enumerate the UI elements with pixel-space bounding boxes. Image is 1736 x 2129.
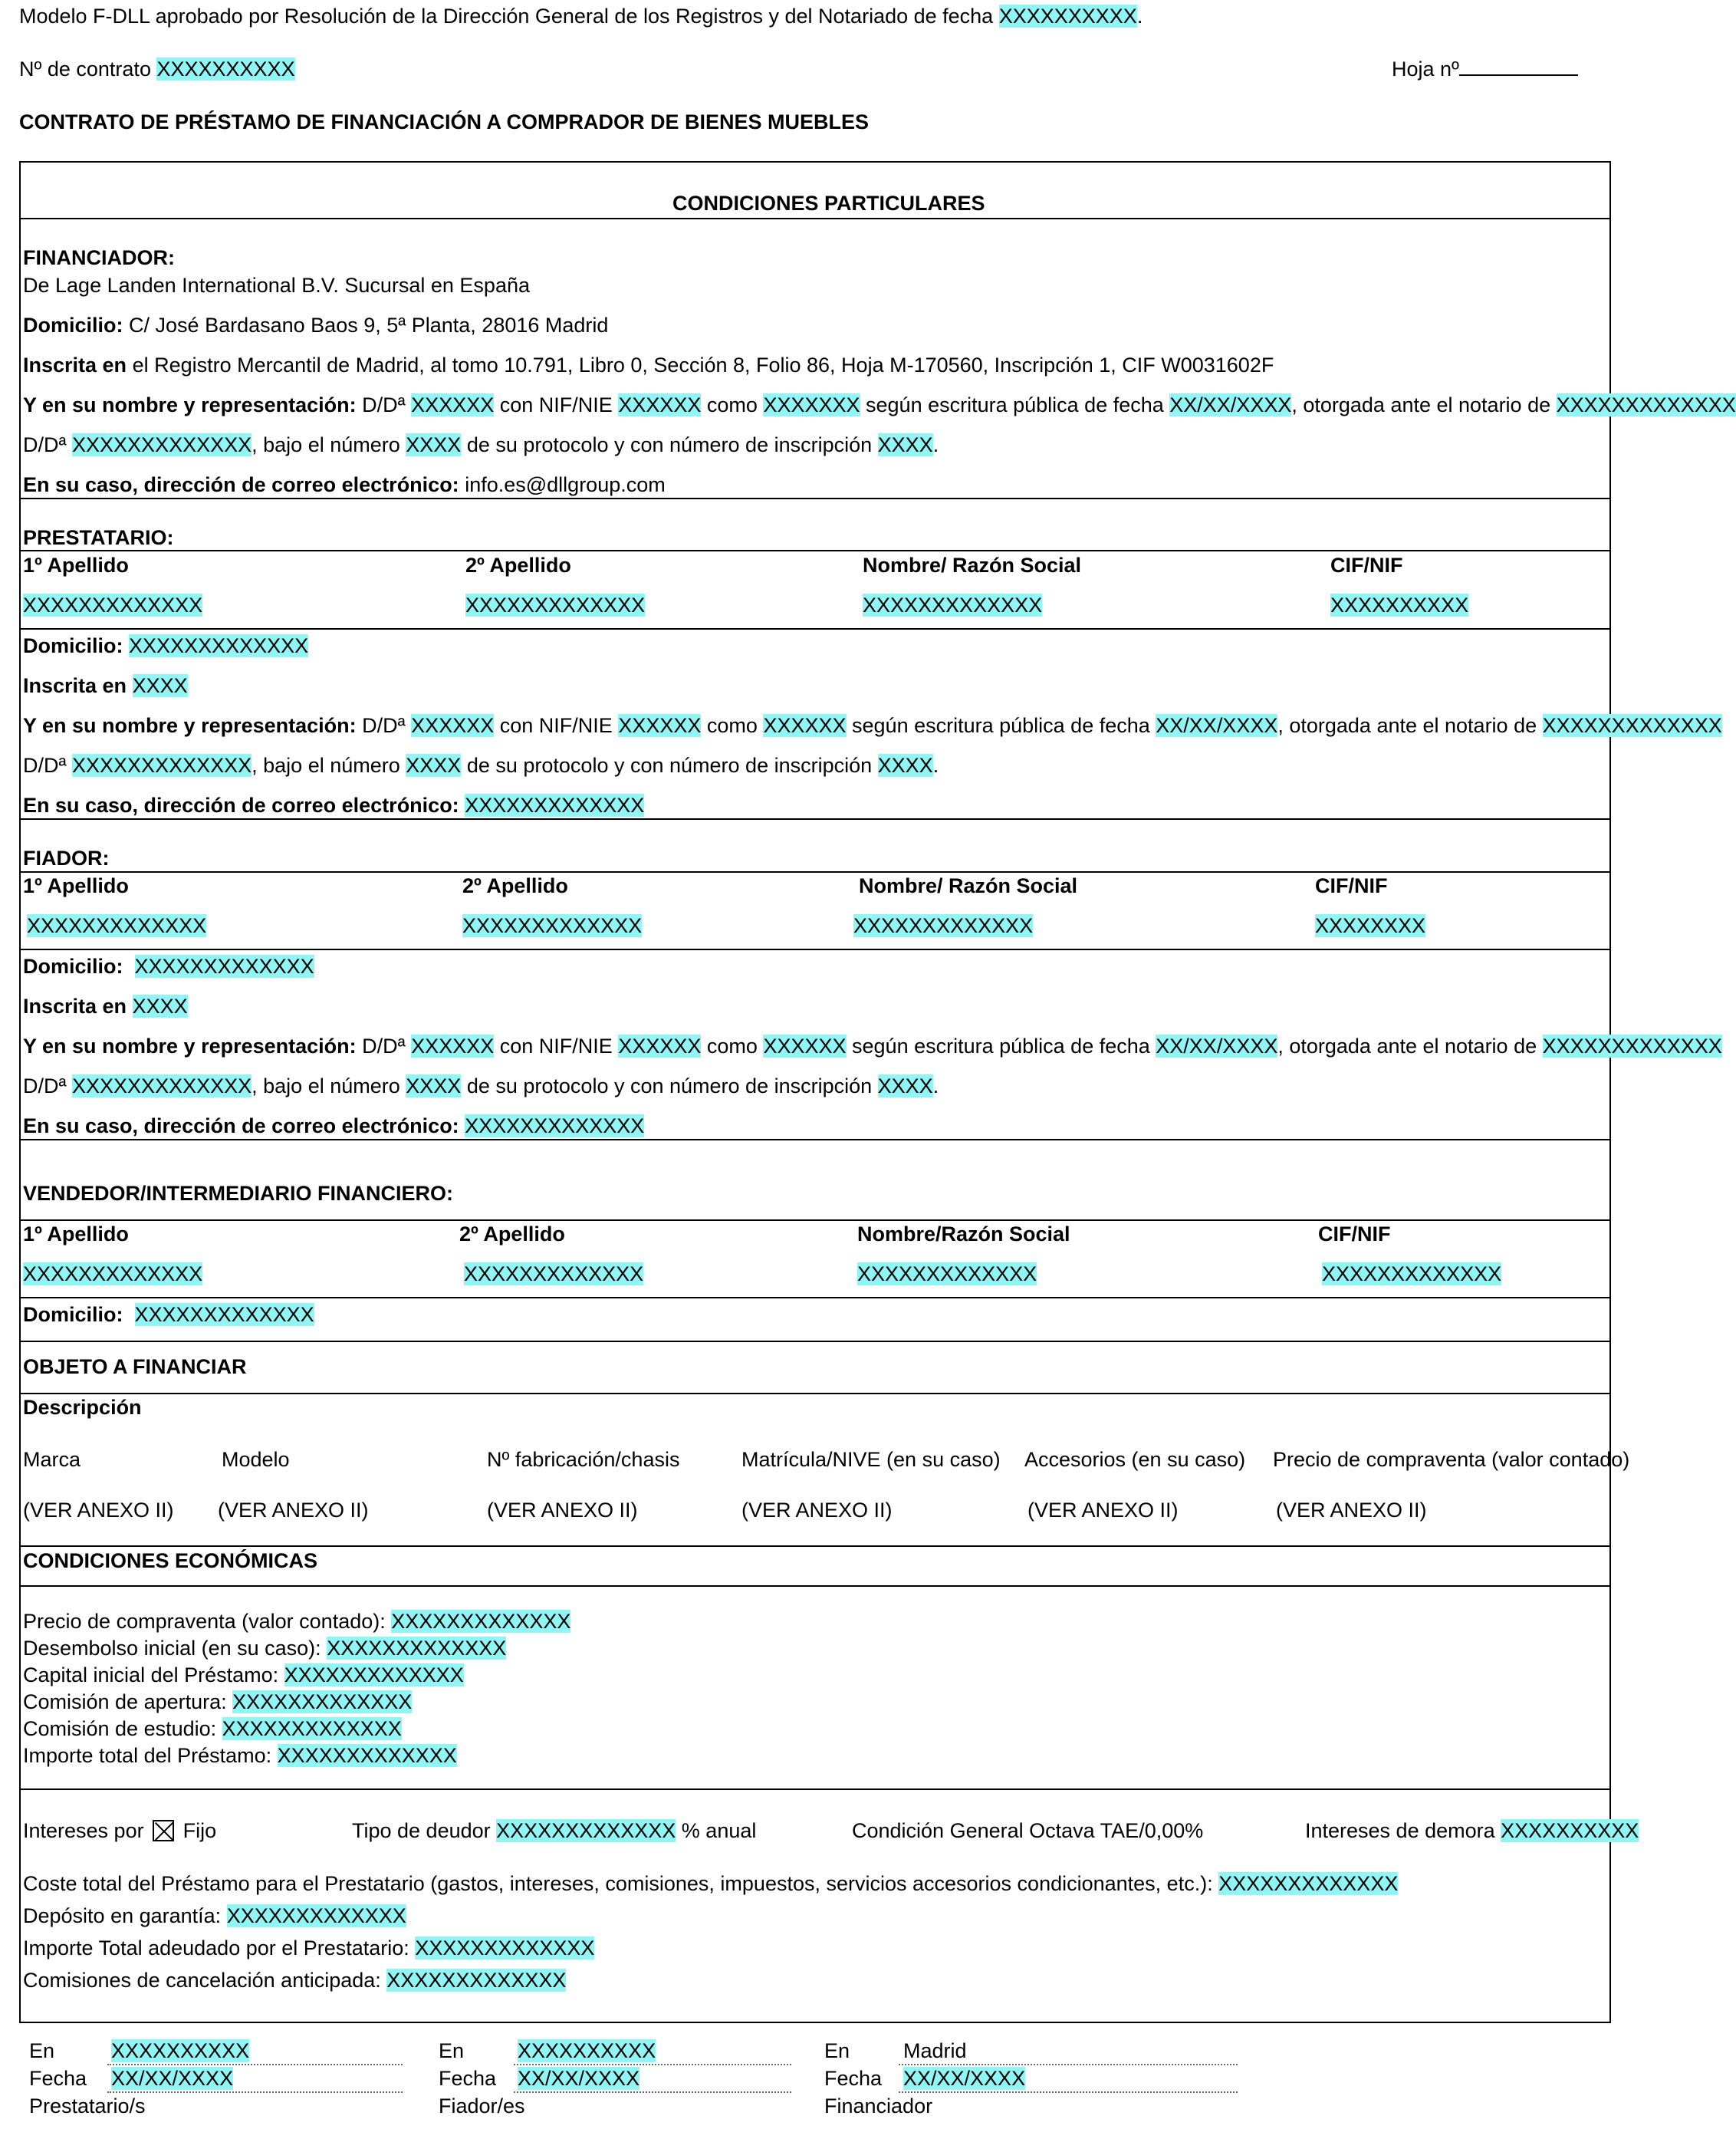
eco-deposito: Depósito en garantía: XXXXXXXXXXXXX [23, 1904, 406, 1927]
fiador-col-ap1: 1º Apellido [23, 874, 129, 897]
prestatario-col-cif: CIF/NIF [1330, 554, 1403, 577]
fiador-nombre[interactable]: XXXXXXXXXXXXX [853, 914, 1034, 937]
vendedor-heading: VENDEDOR/INTERMEDIARIO FINANCIERO: [23, 1182, 454, 1205]
vendedor-ap1[interactable]: XXXXXXXXXXXXX [23, 1262, 203, 1285]
objeto-descripcion: Descripción [23, 1396, 142, 1419]
sig3-fecha-label: Fecha [824, 2067, 883, 2090]
objeto-col-chasis: Nº fabricación/chasis [487, 1448, 680, 1471]
sig2-en[interactable]: XXXXXXXXXX [518, 2039, 656, 2062]
sig2-en-label: En [439, 2039, 465, 2062]
fiador-inscrita: Inscrita en XXXX [23, 995, 188, 1018]
prestatario-representacion: Y en su nombre y representación: D/Dª XXXXXX con NIF/NIE XXXXXX como XXXXXX según escritura pública de fecha XX/XX/XXXX, otorgada ante el notario de XXXXXXXXXXXXX [23, 714, 1722, 737]
objeto-heading: OBJETO A FINANCIAR [23, 1355, 247, 1378]
fiador-ap1[interactable]: XXXXXXXXXXXXX [27, 914, 207, 937]
financiador-inscrita: Inscrita en el Registro Mercantil de Madrid, al tomo 10.791, Libro 0, Sección 8, Folio 86, Hoja M-170560, Inscripción 1, CIF W0031602F [23, 354, 1274, 377]
sig3-en-label: En [824, 2039, 850, 2062]
sig1-fecha[interactable]: XX/XX/XXXX [111, 2067, 234, 2090]
financiador-name: De Lage Landen International B.V. Sucursal en España [23, 274, 530, 297]
eco-importe-adeudado: Importe Total adeudado por el Prestatario: XXXXXXXXXXXXX [23, 1937, 595, 1960]
prestatario-heading: PRESTATARIO: [23, 526, 174, 549]
model-date[interactable]: XXXXXXXXXX [998, 5, 1137, 28]
objeto-val-modelo: (VER ANEXO II) [218, 1499, 369, 1522]
sig1-role: Prestatario/s [29, 2094, 146, 2117]
eco-coste-total: Coste total del Préstamo para el Prestatario (gastos, intereses, comisiones, impuestos, servicios accesorios condicionantes, etc.): XXXXXXXXXXXXX [23, 1872, 1399, 1895]
eco-comision-estudio: Comisión de estudio: XXXXXXXXXXXXX [23, 1717, 402, 1740]
sig3-fecha[interactable]: XX/XX/XXXX [903, 2067, 1026, 2090]
sig1-fecha-label: Fecha [29, 2067, 87, 2090]
fiador-cif[interactable]: XXXXXXXX [1315, 914, 1426, 937]
prestatario-col-nombre: Nombre/ Razón Social [863, 554, 1082, 577]
conditions-box [19, 161, 1736, 2023]
objeto-val-marca: (VER ANEXO II) [23, 1499, 174, 1522]
eco-cancelacion: Comisiones de cancelación anticipada: XXXXXXXXXXXXX [23, 1969, 567, 1992]
fijo-checkbox[interactable] [153, 1820, 174, 1841]
fiador-representacion-2: D/Dª XXXXXXXXXXXXX, bajo el número XXXX de su protocolo y con número de inscripción XXXX. [23, 1074, 939, 1097]
document-title: CONTRATO DE PRÉSTAMO DE FINANCIACIÓN A COMPRADOR DE BIENES MUEBLES [19, 110, 870, 133]
model-line: Modelo F-DLL aprobado por Resolución de la Dirección General de los Registros y del Notariado de fecha XXXXXXXXXX. [19, 5, 1143, 28]
eco-intereses: Intereses por Fijo [23, 1819, 217, 1842]
fiador-col-nombre: Nombre/ Razón Social [859, 874, 1078, 897]
prestatario-col-ap1: 1º Apellido [23, 554, 129, 577]
objeto-col-modelo: Modelo [222, 1448, 290, 1471]
fiador-col-cif: CIF/NIF [1315, 874, 1388, 897]
prestatario-nombre[interactable]: XXXXXXXXXXXXX [863, 594, 1043, 617]
vendedor-domicilio: Domicilio: XXXXXXXXXXXXX [23, 1303, 314, 1326]
vendedor-col-cif: CIF/NIF [1318, 1222, 1391, 1245]
prestatario-ap2[interactable]: XXXXXXXXXXXXX [465, 594, 646, 617]
economicas-heading: CONDICIONES ECONÓMICAS [23, 1549, 318, 1572]
fiador-domicilio: Domicilio: XXXXXXXXXXXXX [23, 955, 314, 978]
vendedor-col-ap2: 2º Apellido [459, 1222, 565, 1245]
sig2-fecha-label: Fecha [439, 2067, 497, 2090]
objeto-col-marca: Marca [23, 1448, 81, 1471]
vendedor-cif[interactable]: XXXXXXXXXXXXX [1322, 1262, 1502, 1285]
sig2-role: Fiador/es [439, 2094, 525, 2117]
eco-capital: Capital inicial del Préstamo: XXXXXXXXXXXXX [23, 1663, 464, 1686]
eco-tae: Condición General Octava TAE/0,00% [852, 1819, 1204, 1842]
objeto-col-matricula: Matrícula/NIVE (en su caso) [741, 1448, 1001, 1471]
financiador-domicilio: Domicilio: C/ José Bardasano Baos 9, 5ª Planta, 28016 Madrid [23, 314, 609, 337]
sheet-number: Hoja nº [1392, 56, 1578, 82]
vendedor-ap2[interactable]: XXXXXXXXXXXXX [464, 1262, 644, 1285]
sig1-en-label: En [29, 2039, 55, 2062]
objeto-col-precio: Precio de compraventa (valor contado) [1273, 1448, 1630, 1471]
prestatario-representacion-2: D/Dª XXXXXXXXXXXXX, bajo el número XXXX de su protocolo y con número de inscripción XXXX. [23, 754, 939, 777]
contract-number[interactable]: XXXXXXXXXX [156, 58, 295, 81]
fiador-col-ap2: 2º Apellido [462, 874, 568, 897]
prestatario-cif[interactable]: XXXXXXXXXX [1330, 594, 1469, 617]
financiador-email: En su caso, dirección de correo electrónico: info.es@dllgroup.com [23, 473, 666, 496]
prestatario-domicilio: Domicilio: XXXXXXXXXXXXX [23, 634, 309, 657]
sig3-role: Financiador [824, 2094, 933, 2117]
objeto-val-chasis: (VER ANEXO II) [487, 1499, 638, 1522]
contract-number-line: Nº de contrato XXXXXXXXXX [19, 58, 295, 81]
fiador-ap2[interactable]: XXXXXXXXXXXXX [462, 914, 643, 937]
sheet-number-blank[interactable] [1459, 56, 1578, 76]
financiador-representacion-2: D/Dª XXXXXXXXXXXXX, bajo el número XXXX de su protocolo y con número de inscripción XXXX. [23, 433, 939, 456]
objeto-col-accesorios: Accesorios (en su caso) [1024, 1448, 1246, 1471]
financiador-representacion: Y en su nombre y representación: D/Dª XXXXXX con NIF/NIE XXXXXX como XXXXXXX según escritura pública de fecha XX/XX/XXXX, otorgada ante el notario de XXXXXXXXXXXXX [23, 393, 1736, 416]
fiador-representacion: Y en su nombre y representación: D/Dª XXXXXX con NIF/NIE XXXXXX como XXXXXX según escritura pública de fecha XX/XX/XXXX, otorgada ante el notario de XXXXXXXXXXXXX [23, 1035, 1722, 1058]
eco-precio: Precio de compraventa (valor contado): XXXXXXXXXXXXX [23, 1610, 571, 1633]
eco-importe-total: Importe total del Préstamo: XXXXXXXXXXXXX [23, 1744, 457, 1767]
eco-desembolso: Desembolso inicial (en su caso): XXXXXXXXXXXXX [23, 1637, 507, 1660]
prestatario-email: En su caso, dirección de correo electrónico: XXXXXXXXXXXXX [23, 794, 645, 817]
conditions-title: CONDICIONES PARTICULARES [672, 192, 985, 215]
prestatario-inscrita: Inscrita en XXXX [23, 674, 188, 697]
eco-tipo-deudor: Tipo de deudor XXXXXXXXXXXXX % anual [352, 1819, 757, 1842]
fiador-email: En su caso, dirección de correo electrónico: XXXXXXXXXXXXX [23, 1114, 645, 1137]
financiador-heading: FINANCIADOR: [23, 246, 175, 269]
objeto-val-matricula: (VER ANEXO II) [741, 1499, 893, 1522]
prestatario-col-ap2: 2º Apellido [465, 554, 571, 577]
objeto-val-accesorios: (VER ANEXO II) [1027, 1499, 1179, 1522]
sig1-en[interactable]: XXXXXXXXXX [111, 2039, 250, 2062]
vendedor-nombre[interactable]: XXXXXXXXXXXXX [857, 1262, 1037, 1285]
sig2-fecha[interactable]: XX/XX/XXXX [518, 2067, 640, 2090]
eco-comision-apertura: Comisión de apertura: XXXXXXXXXXXXX [23, 1690, 413, 1713]
vendedor-col-nombre: Nombre/Razón Social [857, 1222, 1070, 1245]
vendedor-col-ap1: 1º Apellido [23, 1222, 129, 1245]
prestatario-ap1[interactable]: XXXXXXXXXXXXX [23, 594, 203, 617]
objeto-val-precio: (VER ANEXO II) [1276, 1499, 1427, 1522]
sig3-en: Madrid [903, 2039, 967, 2062]
eco-demora: Intereses de demora XXXXXXXXXX [1305, 1819, 1639, 1842]
fiador-heading: FIADOR: [23, 847, 110, 870]
